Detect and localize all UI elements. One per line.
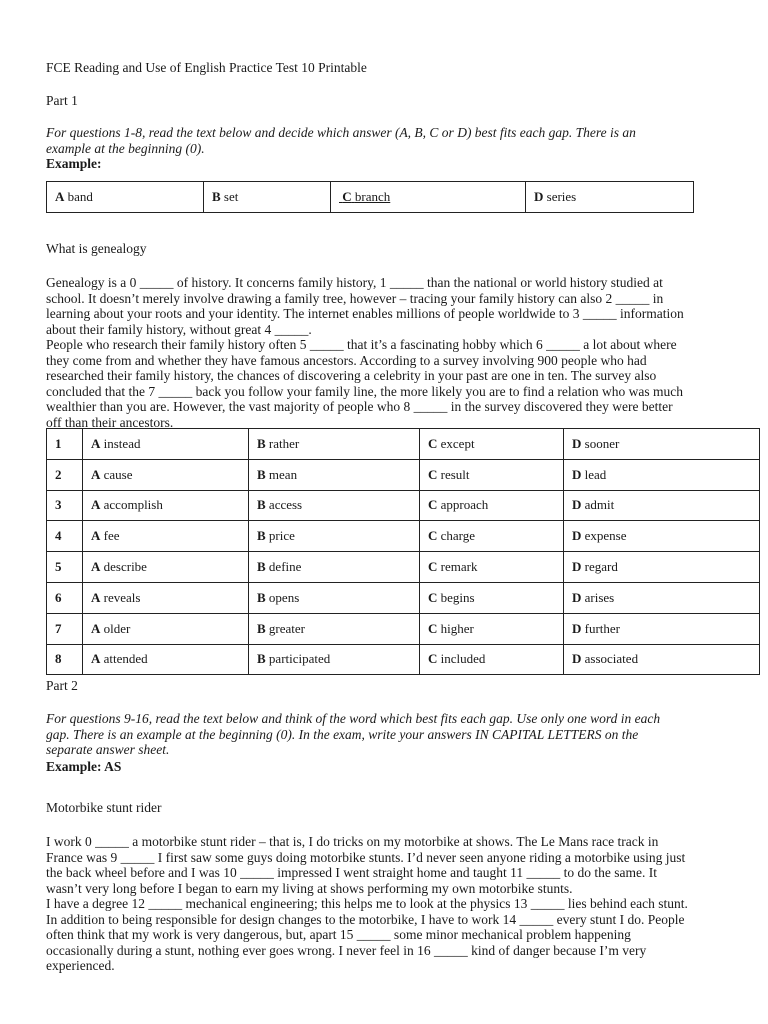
part1-passage (46, 275, 736, 430)
answer-option (83, 613, 249, 644)
example-table (46, 181, 694, 213)
answer-option (420, 582, 564, 613)
answer-option (564, 521, 760, 552)
option-letter: D (572, 559, 582, 575)
option-letter: B (257, 620, 266, 636)
passage-line: Genealogy is a 0 _____ of history. It concerns family history, 1 _____ than the national or world history studied at (46, 275, 663, 290)
option-word: define (268, 559, 302, 575)
option-letter: D (572, 651, 582, 667)
option-word: admit (584, 497, 615, 513)
answer-option (249, 490, 420, 521)
answer-option (564, 552, 760, 583)
option-letter: A (91, 435, 101, 451)
passage-line: wasn’t very long before I began to earn my living at shows performing my own motorbike stunts. (46, 880, 573, 896)
option-letter: D (572, 528, 582, 544)
option-word: mean (268, 466, 298, 482)
answer-option (83, 644, 249, 675)
option-letter: A (91, 528, 101, 544)
option-letter: B (257, 435, 266, 451)
question-row (47, 582, 760, 613)
question-row (47, 429, 760, 460)
answer-option (83, 490, 249, 521)
option-word: price (268, 528, 295, 544)
answer-option (83, 459, 249, 490)
option-word: higher (440, 620, 474, 636)
option-letter: C (428, 620, 438, 636)
option-letter: D (572, 466, 582, 482)
option-letter: B (257, 466, 266, 482)
answer-option (249, 459, 420, 490)
passage-line: about their family history, without great 4 _____. (46, 321, 312, 337)
answer-option (564, 644, 760, 675)
answer-option (249, 552, 420, 583)
option-word: accomplish (103, 497, 163, 513)
part2-passage (46, 834, 736, 974)
option-letter: D (572, 497, 582, 513)
question-row (47, 613, 760, 644)
passage-line: often think that my work is very dangerous, but, apart 15 _____ some minor mechanical problem happening (46, 927, 631, 942)
answer-option (420, 429, 564, 460)
option-letter: A (91, 497, 101, 513)
option-word: begins (440, 589, 475, 605)
option-letter: B (257, 651, 266, 667)
option-letter: A (91, 466, 101, 482)
option-word: older (103, 620, 131, 636)
passage-line: they come from and whether they have famous ancestors. According to a survey involving 900 people who had (46, 352, 647, 368)
passage-line: school. It doesn’t merely involve drawing a family tree, however – tracing your family history can also 2 _____ in (46, 290, 664, 306)
question-number: 5 (47, 552, 83, 583)
example-option-c: C branch (331, 182, 526, 213)
option-word: associated (584, 651, 639, 667)
question-number: 1 (47, 429, 83, 460)
passage-line: occasionally during a stunt, nothing ever goes wrong. I never feel in 16 _____ kind of danger because I’m very (46, 942, 647, 958)
question-row (47, 552, 760, 583)
option-word: access (268, 497, 303, 513)
instruction-line: For questions 1-8, read the text below and decide which answer (A, B, C or D) best fits each gap. There is an (46, 125, 636, 140)
answer-option (420, 521, 564, 552)
answer-option (564, 429, 760, 460)
passage-line: experienced. (46, 958, 115, 973)
part1-heading: Part 1 (46, 93, 78, 108)
instruction-line: example at the beginning (0). (46, 140, 205, 156)
option-letter: D (572, 620, 582, 636)
passage-line: wealthier than you are. However, the vast majority of people who 8 _____ in the survey discovered they were better (46, 399, 673, 414)
question-number: 4 (47, 521, 83, 552)
option-word: greater (268, 620, 306, 636)
option-word: included (440, 651, 486, 667)
answer-option (83, 429, 249, 460)
instruction-line: For questions 9-16, read the text below and think of the word which best fits each gap. Use only one word in each (46, 711, 661, 726)
instruction-line: separate answer sheet. (46, 742, 170, 757)
passage-line: France was 9 _____ I first saw some guys doing motorbike stunts. I’d never seen anyone riding a motorbike using just (46, 849, 686, 865)
option-letter: C (428, 651, 438, 667)
option-word: instead (103, 435, 141, 451)
option-word: cause (103, 466, 133, 482)
answer-option (83, 582, 249, 613)
option-word: further (584, 620, 621, 636)
option-letter: A (91, 589, 101, 605)
option-word: expense (584, 528, 627, 544)
option-word: except (440, 435, 475, 451)
option-word: opens (268, 589, 300, 605)
answer-option (564, 582, 760, 613)
option-word: reveals (103, 589, 141, 605)
passage-line: concluded that the 7 _____ back you follow your family line, the more likely you are to find a relation who was much (46, 383, 683, 399)
passage-line: I work 0 _____ a motorbike stunt rider – that is, I do tricks on my motorbike at shows. The Le Mans race track in (46, 834, 659, 849)
option-word: lead (584, 466, 607, 482)
part1-example-label: Example: (46, 156, 102, 171)
option-letter: C (428, 589, 438, 605)
option-letter: D (572, 589, 582, 605)
answer-option (83, 552, 249, 583)
option-word: attended (103, 651, 148, 667)
option-word: describe (103, 559, 147, 575)
passage-line: learning about your roots and your identity. The internet enables millions of people worldwide to 3 _____ information (46, 306, 684, 321)
passage-line: off than their ancestors. (46, 414, 174, 430)
instruction-line: gap. There is an example at the beginning (0). In the exam, write your answers IN CAPITAL LETTERS on the (46, 726, 639, 742)
option-word: arises (584, 589, 615, 605)
example-option-a: A band (47, 182, 204, 213)
option-word: charge (440, 528, 476, 544)
option-letter: B (257, 497, 266, 513)
example-option-d: D series (526, 182, 694, 213)
option-letter: D (572, 435, 582, 451)
passage-line: I have a degree 12 _____ mechanical engineering; this helps me to look at the physics 13 _____ lies behind each stunt. (46, 896, 688, 911)
part2-heading: Part 2 (46, 678, 78, 693)
option-letter: B (257, 589, 266, 605)
answer-option (564, 613, 760, 644)
passage-line: the back wheel before and I was 10 _____ impressed I went straight home and taught 11 _____ to do the same. It (46, 865, 657, 880)
part2-example-label: Example: AS (46, 759, 122, 774)
question-number: 8 (47, 644, 83, 675)
example-option-b: B set (204, 182, 331, 213)
option-letter: A (91, 559, 101, 575)
option-word: sooner (584, 435, 620, 451)
answer-option (420, 552, 564, 583)
answer-option (249, 521, 420, 552)
question-number: 7 (47, 613, 83, 644)
answer-option (420, 490, 564, 521)
option-letter: C (428, 497, 438, 513)
question-row (47, 459, 760, 490)
question-row (47, 644, 760, 675)
part1-text-title: What is genealogy (46, 241, 147, 256)
option-letter: C (428, 559, 438, 575)
answer-option (249, 644, 420, 675)
question-row (47, 490, 760, 521)
answer-option (249, 429, 420, 460)
answer-option (420, 613, 564, 644)
table-row (47, 182, 694, 213)
answer-option (420, 644, 564, 675)
answer-option (249, 613, 420, 644)
option-letter: A (91, 620, 101, 636)
answer-option (83, 521, 249, 552)
question-number: 2 (47, 459, 83, 490)
questions-table (46, 428, 760, 675)
answer-option (564, 490, 760, 521)
option-letter: B (257, 528, 266, 544)
answer-option (420, 459, 564, 490)
part1-instructions (46, 125, 636, 156)
part2-instructions (46, 711, 660, 758)
document-title: FCE Reading and Use of English Practice Test 10 Printable (46, 60, 367, 75)
passage-line: researched their family history, the chances of discovering a celebrity in your past are one in ten. The survey also (46, 368, 657, 383)
question-number: 6 (47, 582, 83, 613)
question-number: 3 (47, 490, 83, 521)
answer-option (249, 582, 420, 613)
option-letter: B (257, 559, 266, 575)
option-word: participated (268, 651, 331, 667)
option-letter: C (428, 466, 438, 482)
passage-line: People who research their family history often 5 _____ that it’s a fascinating hobby which 6 _____ a lot about where (46, 337, 677, 352)
option-word: remark (440, 559, 478, 575)
option-word: rather (268, 435, 300, 451)
passage-line: In addition to being responsible for design changes to the motorbike, I have to work 14 _____ every stunt I do. People (46, 911, 685, 927)
question-row (47, 521, 760, 552)
option-letter: A (91, 651, 101, 667)
option-word: result (440, 466, 470, 482)
option-letter: C (428, 435, 438, 451)
option-word: approach (440, 497, 489, 513)
answer-option (564, 459, 760, 490)
option-word: fee (103, 528, 120, 544)
option-word: regard (584, 559, 618, 575)
part2-text-title: Motorbike stunt rider (46, 800, 162, 815)
option-letter: C (428, 528, 438, 544)
